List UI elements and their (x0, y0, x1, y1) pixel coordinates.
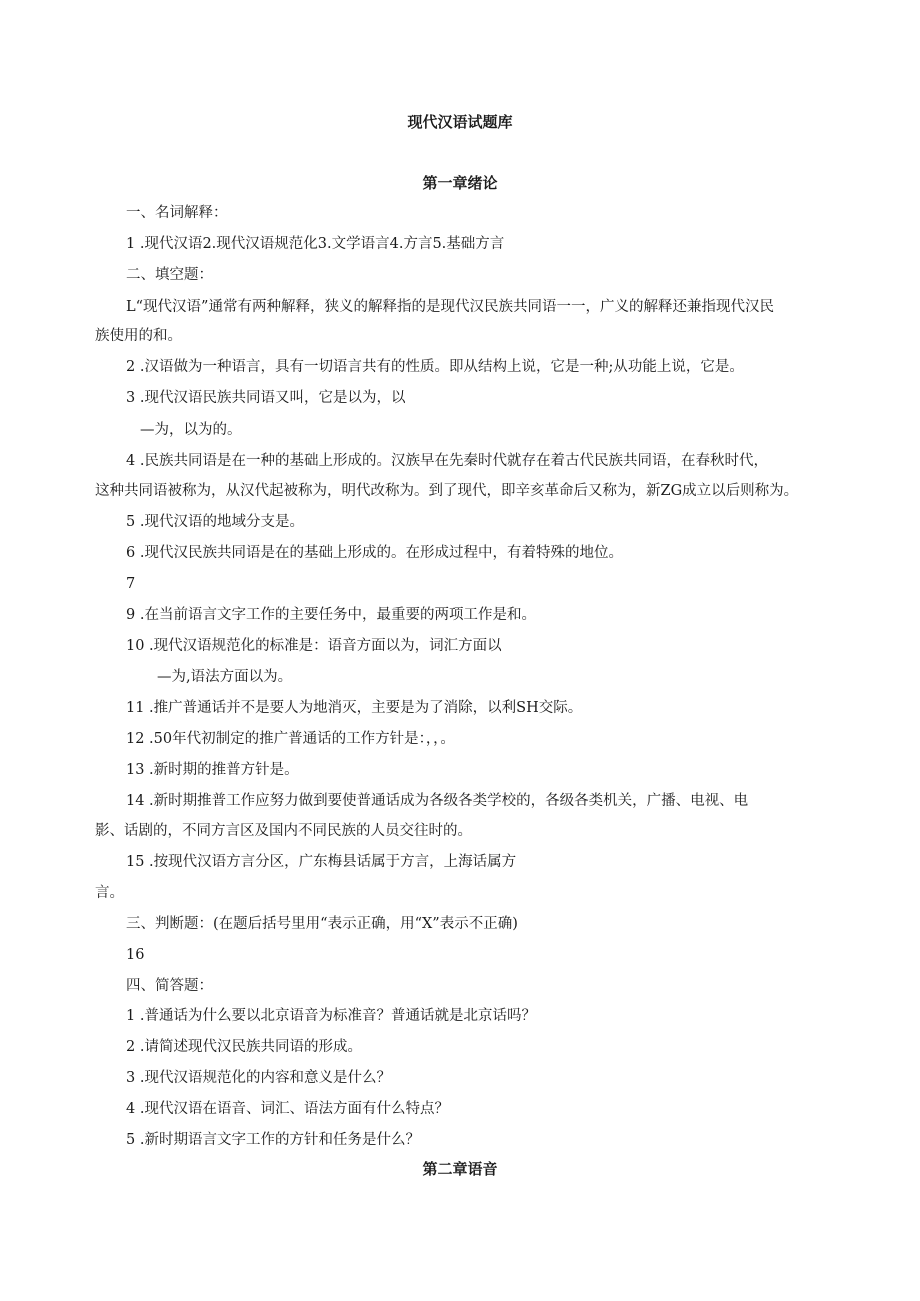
question-line-continued: 影、话剧的，不同方言区及国内不同民族的人员交往时的。 (95, 823, 472, 839)
question-line: 16 (126, 947, 145, 963)
question-line: 5 .现代汉语的地域分支是。 (126, 514, 304, 530)
question-line: L“现代汉语”通常有两种解释，狭义的解释指的是现代汉民族共同语一一，广义的解释还兼指现代汉民 (126, 299, 774, 315)
section-heading-fill-blank: 二、填空题： (126, 267, 213, 283)
question-line: 15 .按现代汉语方言分区，广东梅县话属于方言，上海话属方 (126, 854, 517, 870)
question-line: 3 .现代汉语规范化的内容和意义是什么？ (126, 1070, 391, 1086)
terms-list: 1 .现代汉语2.现代汉语规范化3.文学语言4.方言5.基础方言 (126, 236, 505, 252)
question-line-continued: —为,语法方面以为。 (157, 669, 293, 685)
question-line: 3 .现代汉语民族共同语又叫，它是以为，以 (126, 390, 406, 406)
chapter-2-heading: 第二章语音 (422, 1160, 498, 1178)
question-line-continued: 这种共同语被称为，从汉代起被称为，明代改称为。到了现代，即辛亥革命后又称为，新ZG成立以后则称为。 (95, 483, 799, 499)
question-line-continued: 族使用的和。 (95, 328, 182, 344)
question-line: 9 .在当前语言文字工作的主要任务中，最重要的两项工作是和。 (126, 607, 536, 623)
question-line: 14 .新时期推普工作应努力做到要使普通话成为各级各类学校的，各级各类机关，广播、电视、电 (126, 793, 749, 809)
question-line: 4 .现代汉语在语音、词汇、语法方面有什么特点？ (126, 1101, 449, 1117)
question-line: 2 .汉语做为一种语言，具有一切语言共有的性质。即从结构上说，它是一种;从功能上说，它是。 (126, 359, 744, 375)
question-line-continued: —为，以为的。 (140, 422, 242, 438)
question-line: 4 .民族共同语是在一种的基础上形成的。汉族早在先秦时代就存在着古代民族共同语，在春秋时代， (126, 453, 768, 469)
question-line: 12 .50年代初制定的推广普通话的工作方针是：，，。 (126, 731, 455, 747)
question-line: 11 .推广普通话并不是要人为地消灭，主要是为了消除，以利SH交际。 (126, 700, 583, 716)
question-line: 6 .现代汉民族共同语是在的基础上形成的。在形成过程中，有着特殊的地位。 (126, 545, 623, 561)
question-line: 13 .新时期的推普方针是。 (126, 762, 299, 778)
section-heading-true-false: 三、判断题：(在题后括号里用“表示正确，用“X”表示不正确) (126, 916, 518, 932)
question-line: 1 .普通话为什么要以北京语音为标准音？普通话就是北京话吗？ (126, 1008, 536, 1024)
question-line: 5 .新时期语言文字工作的方针和任务是什么？ (126, 1132, 420, 1148)
question-line: 7 (126, 576, 136, 592)
question-line: 10 .现代汉语规范化的标准是：语音方面以为，词汇方面以 (126, 638, 502, 654)
section-heading-short-answer: 四、简答题： (126, 978, 213, 994)
question-line-continued: 言。 (95, 885, 124, 901)
chapter-1-heading: 第一章绪论 (422, 174, 498, 192)
document-title: 现代汉语试题库 (407, 113, 513, 131)
question-line: 2 .请简述现代汉民族共同语的形成。 (126, 1039, 362, 1055)
section-heading-terms: 一、名词解释： (126, 205, 228, 221)
